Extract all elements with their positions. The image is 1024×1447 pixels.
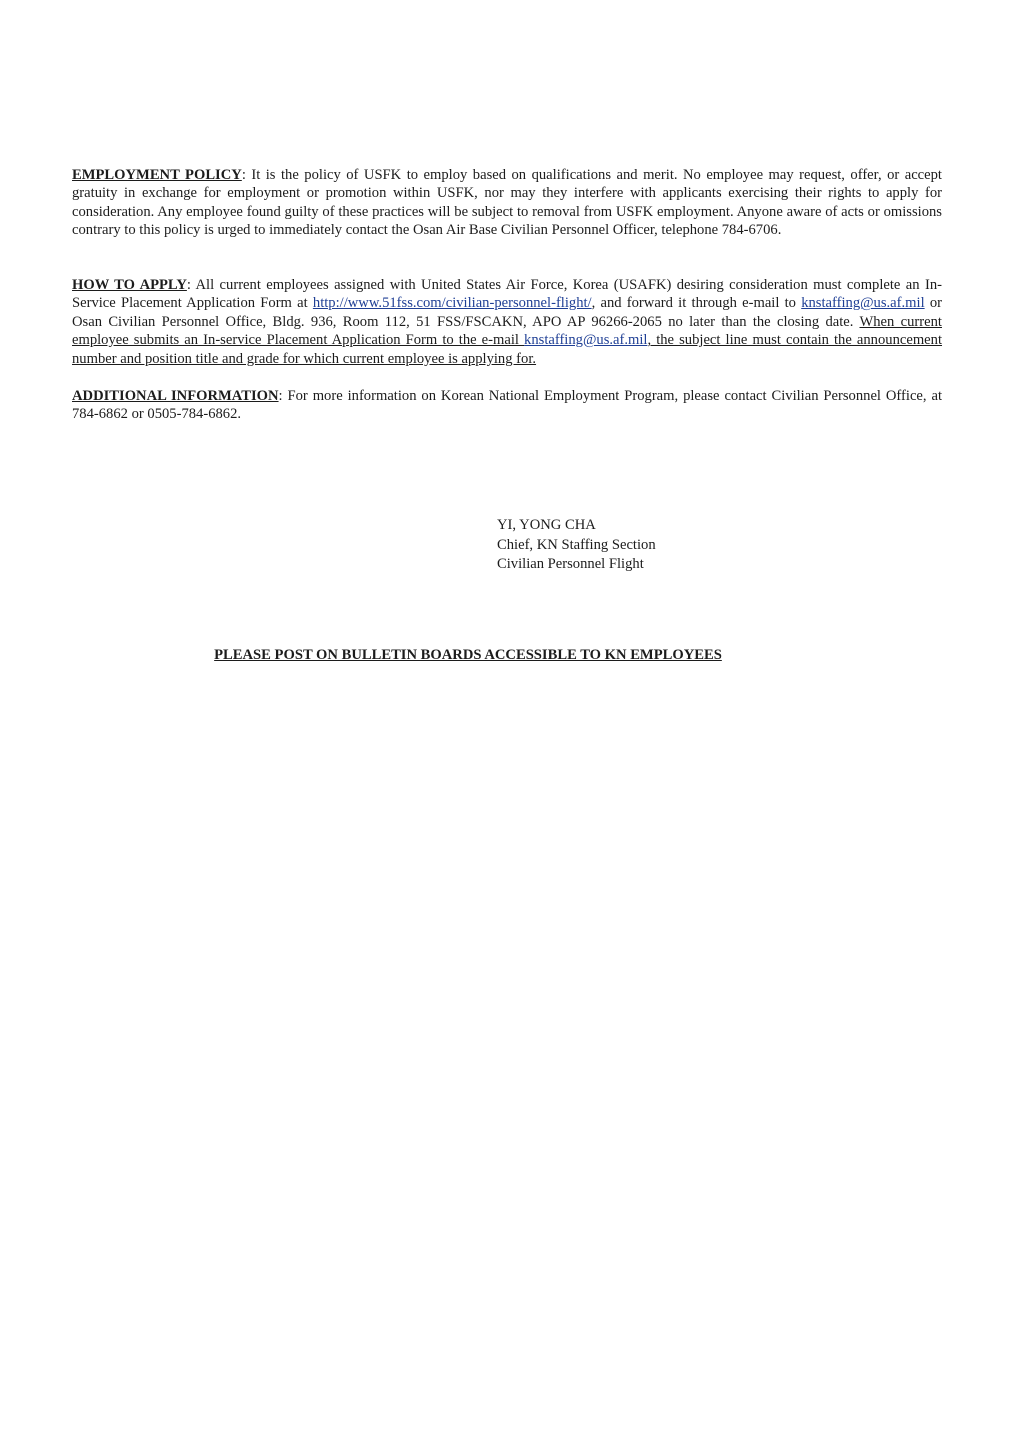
staffing-email-link-2[interactable]: knstaffing@us.af.mil — [524, 332, 648, 349]
additional-information-paragraph — [72, 387, 942, 424]
additional-information-text: : For more information on Korean National Employment Program, please contact Civilian Personnel Office, at 784-6862 or 0505-784-6862. — [72, 388, 942, 423]
how-to-apply-heading: HOW TO APPLY — [72, 277, 187, 293]
posting-notice: PLEASE POST ON BULLETIN BOARDS ACCESSIBLE TO KN EMPLOYEES — [214, 647, 722, 663]
how-to-apply-text-2: , and forward it through e-mail to — [591, 295, 802, 312]
signatory-name: YI, YONG CHA — [497, 517, 596, 533]
how-to-apply-text-1: : All current employees assigned with United States Air Force, Korea (USAFK) desiring consideration must complete an In-Service Placement Application Form at — [72, 277, 942, 312]
signature-block — [497, 516, 656, 575]
how-to-apply-text-5: , the subject line must contain the announcement number and position title and grade for which current employee is applying for. — [72, 332, 943, 367]
employment-policy-text: : It is the policy of USFK to employ based on qualifications and merit. No employee may request, offer, or accept gratuity in exchange for employment or promotion within USFK, nor may they interfere with applicants exercising their rights to apply for consideration. Any employee found guilty of these practices will be subject to removal from USFK employment. Anyone aware of acts or omissions contrary to this policy is urged to immediately contact the Osan Air Base Civilian Personnel Officer, telephone 784-6706. — [72, 167, 942, 239]
staffing-email-link[interactable]: knstaffing@us.af.mil — [801, 295, 925, 312]
employment-policy-paragraph — [72, 166, 942, 240]
signatory-office: Civilian Personnel Flight — [497, 556, 644, 572]
additional-information-heading: ADDITIONAL INFORMATION — [72, 388, 279, 404]
how-to-apply-text-4: When current employee submits an In-service Placement Application Form to the e-mail — [72, 313, 942, 349]
how-to-apply-text-3: or Osan Civilian Personnel Office, Bldg. 936, Room 112, 51 FSS/FSCAKN, APO AP 96266-2065 no later than the closing date. — [72, 295, 942, 330]
signatory-title: Chief, KN Staffing Section — [497, 536, 656, 553]
application-form-link[interactable]: http://www.51fss.com/civilian-personnel-flight/ — [312, 295, 592, 312]
how-to-apply-paragraph — [72, 276, 942, 368]
employment-policy-heading: EMPLOYMENT POLICY — [72, 167, 242, 183]
